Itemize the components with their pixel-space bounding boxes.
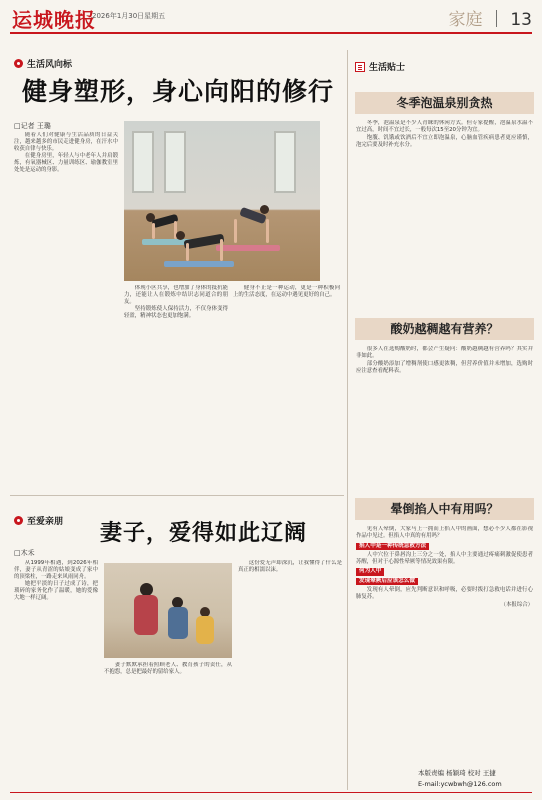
paragraph: 这份爱无声却深沉，让我懂得了什么是真正的相濡以沫。 [238,560,342,573]
article1-column-left [14,132,118,489]
page-footer [418,768,502,790]
paragraph: 很多人在选购酸奶时，都会产生疑问：酸奶越稠越有营养吗？其实并非如此。 [356,346,533,360]
sidebar-tab-label: 生活贴士 [369,63,406,73]
paragraph: 在健身房里，年轻人与中老年人并肩锻炼，有氧器械区、力量训练区、瑜伽教室里处处是运动的身影。 [14,153,118,173]
family-photo [104,563,232,658]
issue-date: 2026年1月30日星期五 [92,12,166,20]
article1-column-mid [124,285,228,489]
tip3-body [356,526,533,758]
paragraph: 随着人们对健康与生活品质的日益关注，越来越多的市民走进健身房，在汗水中收获自律与快乐。 [14,132,118,152]
paragraph: 发现有人晕倒，应先判断意识和呼吸，必要时拨打急救电话并进行心肺复苏。 [356,587,533,601]
paragraph: 见有人晕倒，大家马上一拥而上掐人中的画面，想必不少人都在影视作品中见过。但掐人中真的有用吗？ [356,526,533,540]
paragraph: 冬季，泡温泉是不少人青睐的休闲方式。但专家提醒，泡温泉水温不宜过高，时间不宜过长，一般每次15至20分钟为宜。 [356,120,533,134]
person-figure [164,597,192,653]
tip2-title: 酸奶越稠越有营养？ [355,318,534,340]
article2-headline: 妻子，爱得如此辽阔 [100,521,308,546]
tip3-subhead: 何为人中 [356,568,384,575]
notepad-icon [355,62,365,72]
section-dot-icon [14,59,23,68]
section-label-family [14,514,63,527]
article-divider [10,495,344,496]
section-label-lifestyle [14,57,72,70]
paragraph: 坚持锻炼使人保持活力，不仅身体变得轻盈，精神状态也更加饱满。 [124,306,228,319]
paragraph: 饱腹、饥饿或饮酒后不宜立即泡温泉，心脑血管疾病患者更应谨慎，泡完后要及时补充水分。 [356,134,533,148]
footer-rule [10,792,532,793]
page-section [449,5,532,30]
sidebar-tab [355,60,405,73]
paragraph: 人中穴位于鼻唇沟上三分之一处，掐人中主要通过疼痛刺激促使患者苏醒，但对于心源性晕厥等情况效果有限。 [356,551,533,566]
tip3-subhead: 发现晕厥后应该怎么做 [356,578,418,585]
article2-column-mid [104,662,232,788]
article1-column-right [233,285,340,489]
section-label-text: 生活风向标 [27,60,73,70]
masthead [0,0,542,32]
person-figure [126,583,166,653]
paragraph: 健身不止是一种运动，更是一种积极向上的生活态度，在运动中遇见更好的自己。 [233,285,340,298]
tip3-title: 晕倒掐人中有用吗？ [355,498,534,520]
tip1-body [356,120,533,304]
article2-byline: □木禾 [14,549,35,557]
article1-headline: 健身塑形，身心向阳的修行 [22,77,335,106]
paragraph: 部分酸奶添加了增稠剂使口感更浓稠，但营养价值并未增加，选购时应注意查看配料表。 [356,360,533,374]
editor-credits: 本版责编 杨颖琦 校对 王捷 [418,769,496,777]
photo-window [164,131,186,193]
tip1-title: 冬季泡温泉别贪热 [355,92,534,114]
paragraph: 妻子默默承担着照顾老人、教育孩子的责任，从不抱怨，总是把最好的留给家人。 [104,662,232,675]
tip2-body [356,346,533,454]
paragraph: 体现小区共享，也增加了身体的抵抗能力，还能让人在锻炼中结识志同道合的朋友。 [124,285,228,305]
tip3-signoff: （本报综合） [500,601,533,608]
yoga-class-photo [124,121,320,281]
person-figure [192,607,220,655]
photo-window [274,131,296,193]
article1-byline: □记者 王璐 [14,122,51,130]
photo-window [132,131,154,193]
paragraph: 她把平淡的日子过成了诗，把琐碎的家务化作了温暖，她的爱像大地一样辽阔。 [14,581,98,601]
column-divider [347,50,348,790]
section-name: 家庭 [448,10,483,30]
section-label-text: 至爱亲朋 [27,517,64,527]
section-separator: ｜ [487,10,505,30]
page-number: 13 [510,10,532,30]
person-figure [172,219,242,263]
paragraph: 从1999年相遇，到2026年相伴，妻子从青涩的姑娘变成了家中的顶梁柱，一路走来风雨同舟。 [14,560,98,580]
article2-column-left [14,560,98,788]
article2-column-right [238,560,342,788]
newspaper-logo: 运城晚报 [12,8,96,32]
section-dot-icon [14,516,23,525]
contact-email: E-mail:ycwbwh@126.com [418,780,502,788]
tip3-subhead: 掐人中是一种传统急救方法 [356,543,429,550]
masthead-rule [10,32,532,34]
